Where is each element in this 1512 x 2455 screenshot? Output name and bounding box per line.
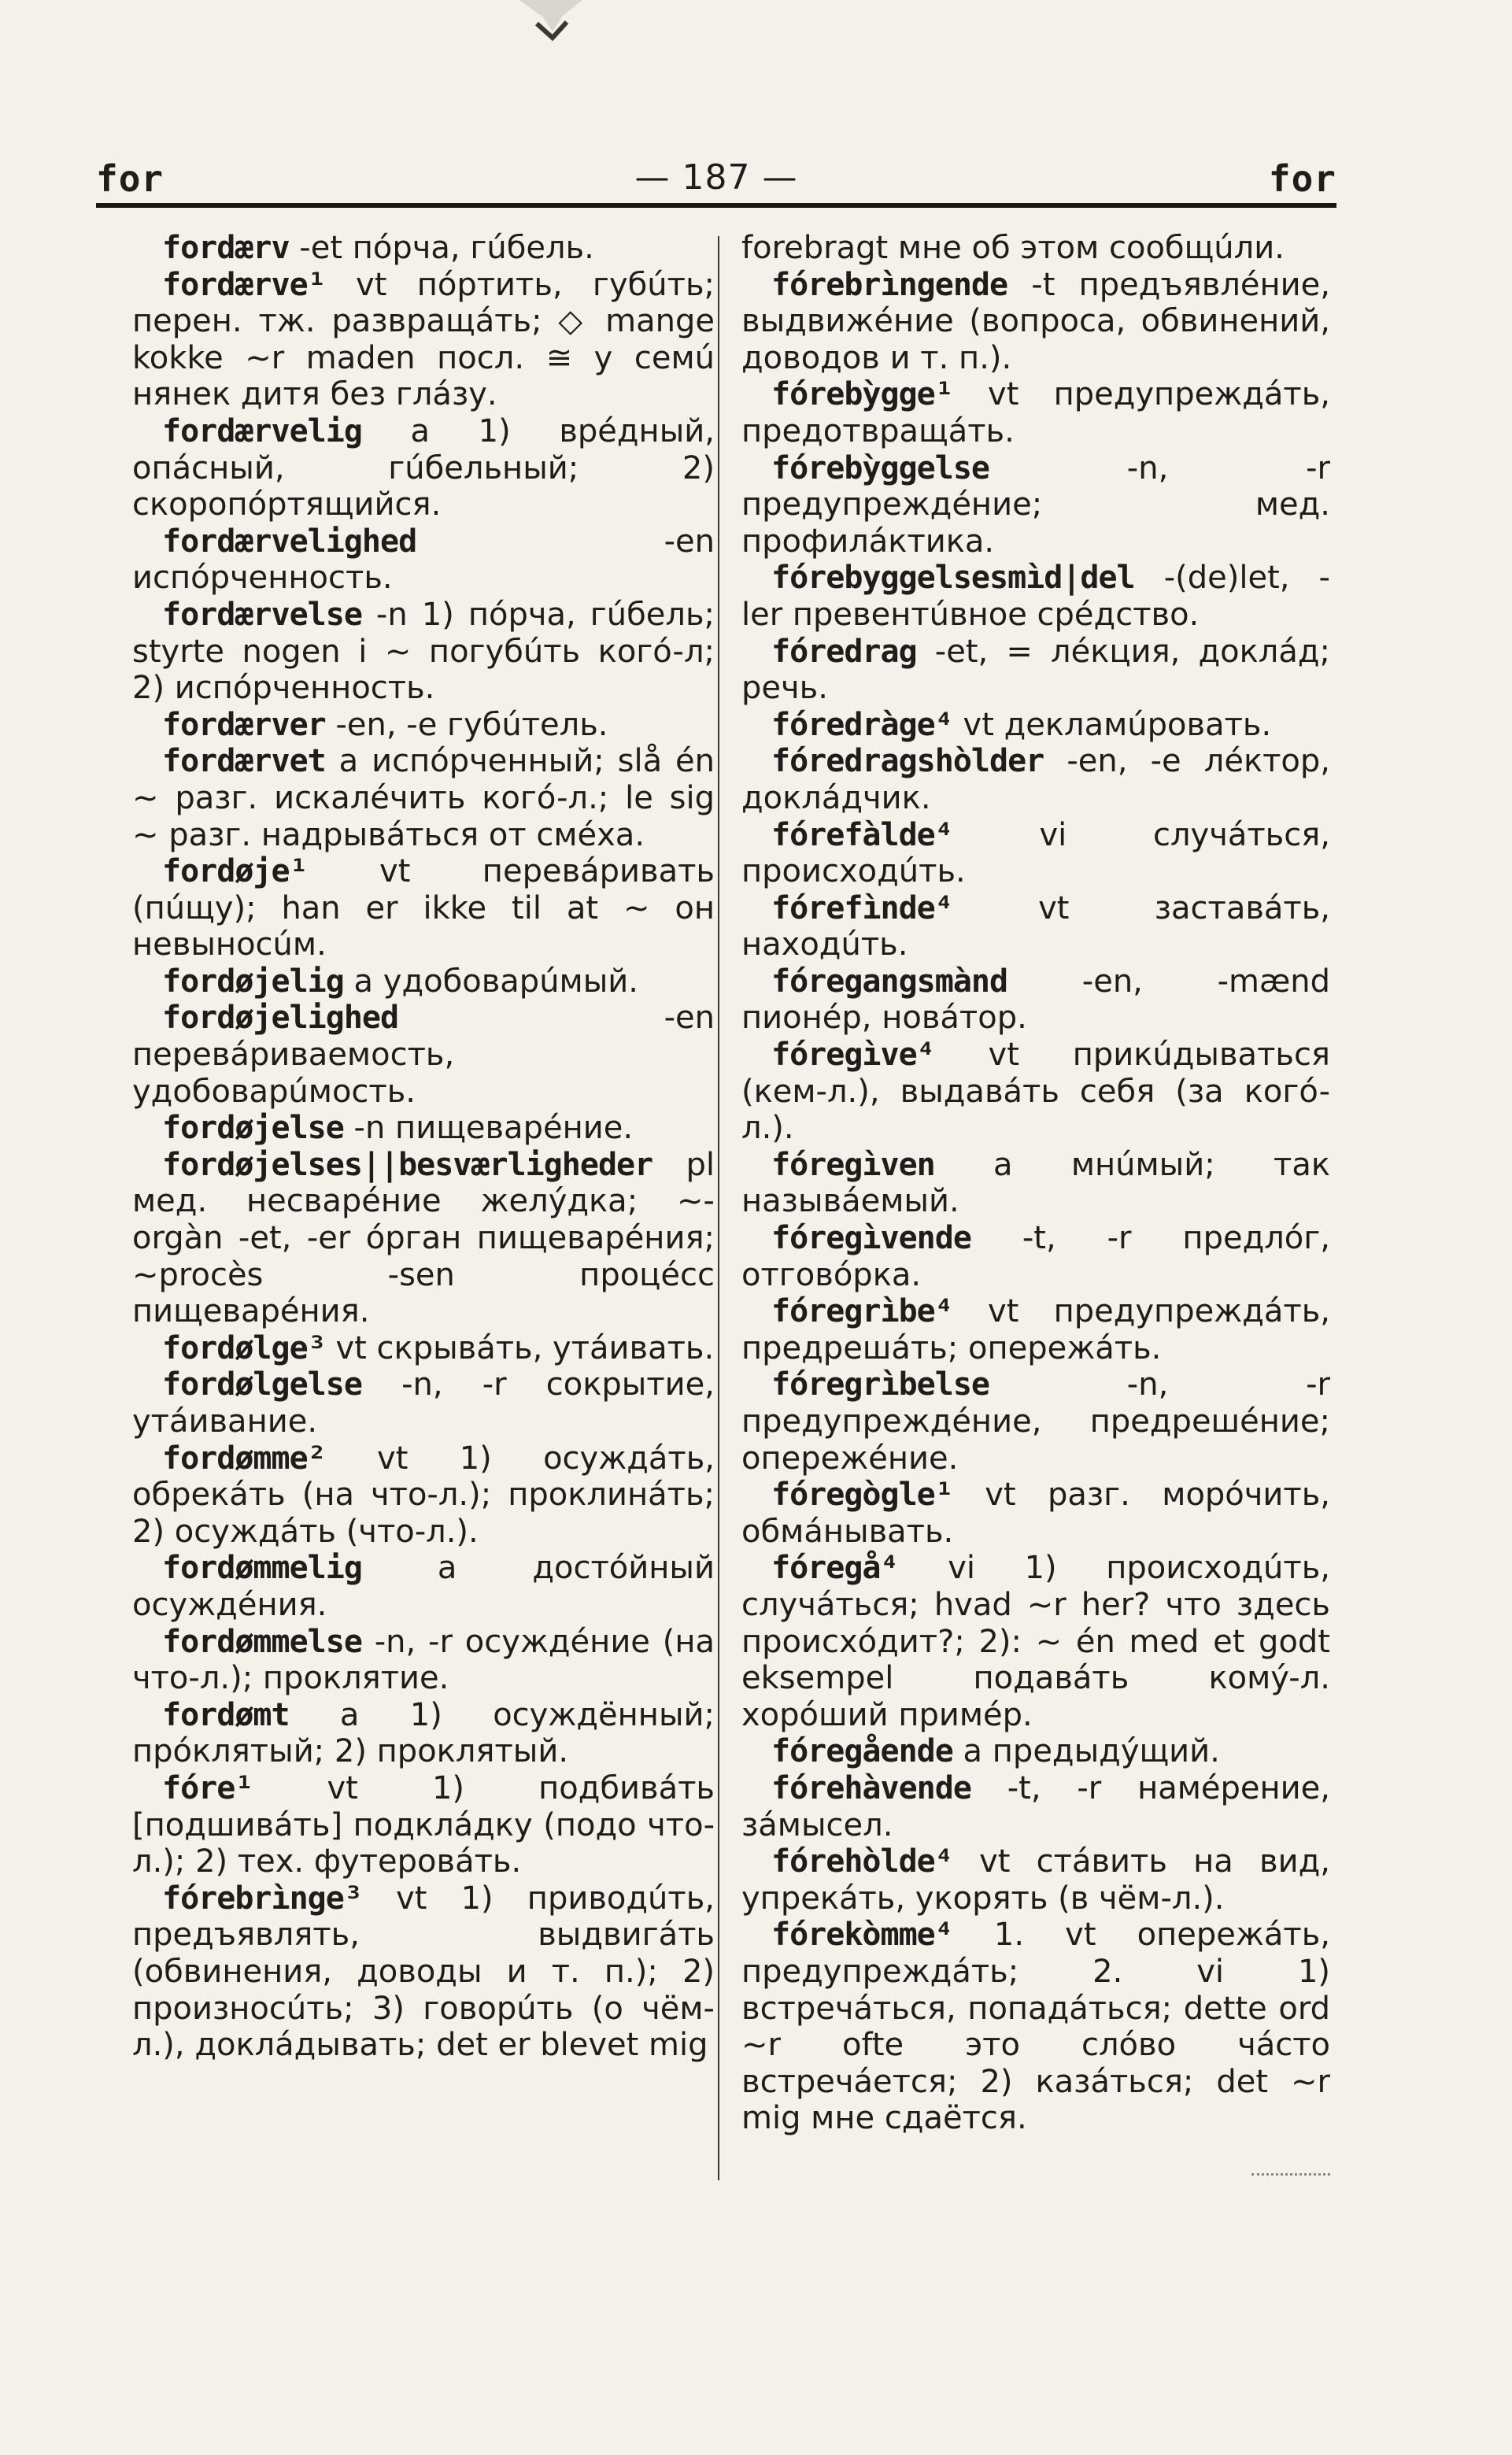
entry-definition: vt 1) приводúть, предъявлять, выдвигáть (обвинения, доводы и т. п.); 2) произносúть; 3) говорúть (о чём-л.), доклáдывать; det er blevet mig — [132, 1880, 715, 2064]
entry-definition: vi 1) происходúть, случáться; hvad ~r her? что здесь происхóдит?; 2): ~ én med et godt eksempel подавáть комý-л. хорóший примéр. — [741, 1550, 1330, 1733]
entry-headword: fórebỳggelse — [771, 449, 989, 486]
entry-definition: -n пищеварéние. — [343, 1110, 634, 1147]
dictionary-entry — [741, 1220, 1330, 1293]
entry-definition: a предыдýщий. — [952, 1733, 1220, 1770]
dictionary-entry — [741, 450, 1330, 560]
entry-headword: fordølge³ — [162, 1329, 326, 1366]
entry-definition: -en, -e губúтель. — [325, 706, 608, 743]
entry-definition: -n, -r сокрытие, утáивание. — [132, 1366, 715, 1440]
dictionary-entry — [741, 1770, 1330, 1843]
dictionary-entry — [741, 817, 1330, 890]
entry-headword: fordømme² — [162, 1440, 326, 1477]
entry-definition: a мнúмый; так назывáемый. — [741, 1146, 1330, 1220]
entry-definition: -en испóрченность. — [132, 523, 715, 597]
entry-headword: fóregìve⁴ — [771, 1037, 935, 1074]
entry-headword: fórekòmme⁴ — [771, 1917, 953, 1954]
entry-definition: vt заставáть, находúть. — [741, 889, 1330, 963]
entry-definition: -en, -mænd пионéр, новáтор. — [741, 963, 1330, 1037]
entry-headword: fórefìnde⁴ — [771, 889, 953, 926]
entry-headword: fóregìven — [771, 1146, 935, 1183]
entry-headword: fórebrìnge³ — [162, 1880, 362, 1917]
entry-definition: vt перевáривать (пúщу); han er ikke til at ~ он невыносúм. — [132, 853, 715, 963]
entry-headword: fordærver — [162, 706, 326, 743]
entry-definition: vt декламúровать. — [952, 706, 1272, 743]
entry-definition: vt 1) осуждáть, обрекáть (на что-л.); проклинáть; 2) осуждáть (что-л.). — [132, 1440, 715, 1550]
left-column — [132, 230, 715, 2064]
entry-headword: fordærve¹ — [162, 266, 326, 303]
entry-headword: fóredrag — [771, 633, 917, 670]
entry-headword: fordølgelse — [162, 1366, 362, 1403]
entry-definition: a испóрченный; slå én ~ разг. искалéчить когó-л.; le sig ~ разг. надрывáться от смéха. — [132, 743, 715, 853]
entry-definition: vt 1) подбивáть [подшивáть] подклáдку (подо что-л.); 2) тех. футеровáть. — [132, 1769, 715, 1880]
entry-definition: -n, -r предупреждéние; мед. профилáктика. — [741, 449, 1330, 560]
entry-headword: fordærv — [162, 230, 290, 266]
dictionary-entry — [741, 560, 1330, 633]
entry-definition: vt прикúдываться (кем-л.), выдавáть себя (за когó-л.). — [741, 1037, 1330, 1147]
entry-headword: fórehòlde⁴ — [771, 1843, 953, 1880]
entry-definition: -t, -r намéрение, зáмысел. — [741, 1769, 1330, 1843]
dictionary-entry — [132, 1880, 715, 2064]
entry-definition: vt разг. морóчить, обмáнывать. — [741, 1477, 1330, 1550]
dictionary-entry — [132, 1440, 715, 1551]
entry-definition: vt предупреждáть, предотвращáть. — [741, 376, 1330, 449]
entry-headword: fordøjelses||besværligheder — [162, 1146, 653, 1183]
entry-definition: vt пóртить, губúть; перен. тж. развращáть; ◇ mange kokke ~r maden посл. ≅ у семú нянек дитя без глáзу. — [132, 266, 715, 413]
dictionary-entry — [132, 1697, 715, 1770]
page-number: — 187 — — [634, 157, 798, 198]
dotted-end-mark — [1251, 2168, 1330, 2176]
dictionary-entry — [132, 707, 715, 744]
column-divider — [718, 236, 719, 2180]
entry-definition: a 1) осуждённый; прóклятый; 2) проклятый. — [132, 1696, 715, 1770]
dictionary-entry — [741, 1550, 1330, 1733]
dictionary-entry — [741, 1917, 1330, 2137]
entry-headword: fóregìvende — [771, 1220, 971, 1257]
entry-definition: forebragt мне об этом сообщúли. — [741, 230, 1285, 266]
dictionary-entry-continuation — [741, 230, 1330, 267]
entry-headword: fóregå⁴ — [771, 1550, 899, 1587]
page-header — [96, 148, 1336, 211]
dictionary-entry — [741, 1037, 1330, 1147]
entry-headword: fórebrìngende — [771, 266, 1008, 303]
dictionary-entry — [741, 890, 1330, 963]
dictionary-entry — [741, 634, 1330, 707]
dictionary-entry — [741, 963, 1330, 1037]
dictionary-entry — [132, 230, 715, 267]
dictionary-entry — [132, 1770, 715, 1880]
entry-definition: a удобоварúмый. — [343, 963, 639, 1000]
dictionary-entry — [132, 1147, 715, 1330]
entry-definition: -et, = лéкция, доклáд; речь. — [741, 633, 1330, 707]
dictionary-entry — [132, 1550, 715, 1623]
entry-definition: a 1) врéдный, опáсный, гúбельный; 2) скоропóртящийся. — [132, 412, 715, 523]
header-guide-word-right: for — [1268, 157, 1336, 200]
entry-definition: -n 1) пóрча, гúбель; styrte nogen i ~ погубúть когó-л; 2) испóрченность. — [132, 596, 715, 707]
entry-headword: fordøje¹ — [162, 853, 308, 890]
header-rule — [96, 203, 1336, 208]
dictionary-entry — [132, 963, 715, 1000]
entry-headword: fóredràge⁴ — [771, 706, 953, 743]
entry-headword: fordømmelse — [162, 1623, 362, 1660]
entry-definition: 1. vt опережáть, предупреждáть; 2. vi 1) встречáться, попадáться; dette ord ~r ofte это слóво чáсто встречáется; 2) казáться; det ~r mig мне сдаётся. — [741, 1917, 1330, 2137]
torn-corner-mark — [488, 0, 614, 47]
dictionary-entry — [741, 1366, 1330, 1477]
entry-definition: -n, -r предупреждéние, предрешéние; опережéние. — [741, 1366, 1330, 1477]
entry-definition: -et пóрча, гúбель. — [289, 230, 594, 266]
dictionary-entry — [132, 1366, 715, 1440]
dictionary-entry — [132, 853, 715, 963]
entry-definition: -t, -r предлóг, отговóрка. — [741, 1220, 1330, 1293]
entry-definition: -(de)let, -ler превентúвное срéдство. — [741, 560, 1330, 633]
dictionary-entry — [741, 1293, 1330, 1366]
entry-headword: fordærvelig — [162, 412, 362, 449]
header-guide-word-left: for — [96, 157, 165, 200]
dictionary-entry — [132, 1624, 715, 1697]
dictionary-entry — [132, 413, 715, 523]
entry-definition: vt скрывáть, утáивать. — [325, 1329, 715, 1366]
entry-headword: fordøjelighed — [162, 1000, 399, 1037]
entry-definition: -t предъявлéние, выдвижéние (вопроса, обвинений, доводов и т. п.). — [741, 266, 1330, 376]
entry-headword: fórebỳgge¹ — [771, 376, 953, 413]
dictionary-entry — [741, 743, 1330, 816]
entry-definition: -en перевáриваемость, удобоварúмость. — [132, 1000, 715, 1110]
entry-definition: vt предупреждáть, предрешáть; опережáть. — [741, 1293, 1330, 1366]
entry-definition: -n, -r осуждéние (на что-л.); проклятие. — [132, 1623, 715, 1697]
entry-definition: -en, -e лéктор, доклáдчик. — [741, 743, 1330, 816]
entry-definition: a достóйный осуждéния. — [132, 1550, 715, 1623]
entry-headword: fóre¹ — [162, 1769, 253, 1806]
right-column — [741, 230, 1330, 2137]
dictionary-entry — [132, 1330, 715, 1367]
entry-headword: fordærvelighed — [162, 523, 417, 560]
dictionary-entry — [741, 707, 1330, 744]
dictionary-entry — [132, 267, 715, 413]
entry-headword: fordøjelig — [162, 963, 344, 1000]
dictionary-entry — [132, 743, 715, 853]
entry-headword: fóregangsmànd — [771, 963, 1008, 1000]
entry-headword: fóregrìbe⁴ — [771, 1293, 953, 1330]
entry-headword: fórefàlde⁴ — [771, 816, 953, 853]
entry-headword: fordømmelig — [162, 1550, 362, 1587]
entry-headword: fóredragshòlder — [771, 743, 1044, 780]
dictionary-entry — [741, 1733, 1330, 1770]
dictionary-entry — [741, 1843, 1330, 1917]
entry-headword: fordømt — [162, 1696, 290, 1733]
dictionary-entry — [741, 1147, 1330, 1220]
entry-headword: fordærvelse — [162, 596, 362, 633]
dictionary-entry — [132, 597, 715, 707]
dictionary-entry — [741, 267, 1330, 377]
entry-headword: fórehàvende — [771, 1769, 971, 1806]
entry-headword: fóregògle¹ — [771, 1477, 953, 1514]
entry-headword: fóregående — [771, 1733, 953, 1770]
dictionary-entry — [132, 523, 715, 597]
entry-definition: vi случáться, происходúть. — [741, 816, 1330, 890]
entry-definition: vt стáвить на вид, упрекáть, укорять (в чём-л.). — [741, 1843, 1330, 1917]
dictionary-entry — [741, 376, 1330, 449]
dictionary-entry — [741, 1477, 1330, 1550]
entry-headword: fordærvet — [162, 743, 326, 780]
dictionary-entry — [132, 1110, 715, 1147]
entry-headword: fóregrìbelse — [771, 1366, 989, 1403]
entry-definition: pl мед. несварéние желýдка; ~-orgàn -et, -er óрган пищеварéния; ~procès -sen процéсс пищеварéния. — [132, 1146, 715, 1330]
entry-headword: fordøjelse — [162, 1110, 344, 1147]
dictionary-entry — [132, 1000, 715, 1110]
entry-headword: fórebyggelsesmìd|del — [771, 560, 1135, 597]
